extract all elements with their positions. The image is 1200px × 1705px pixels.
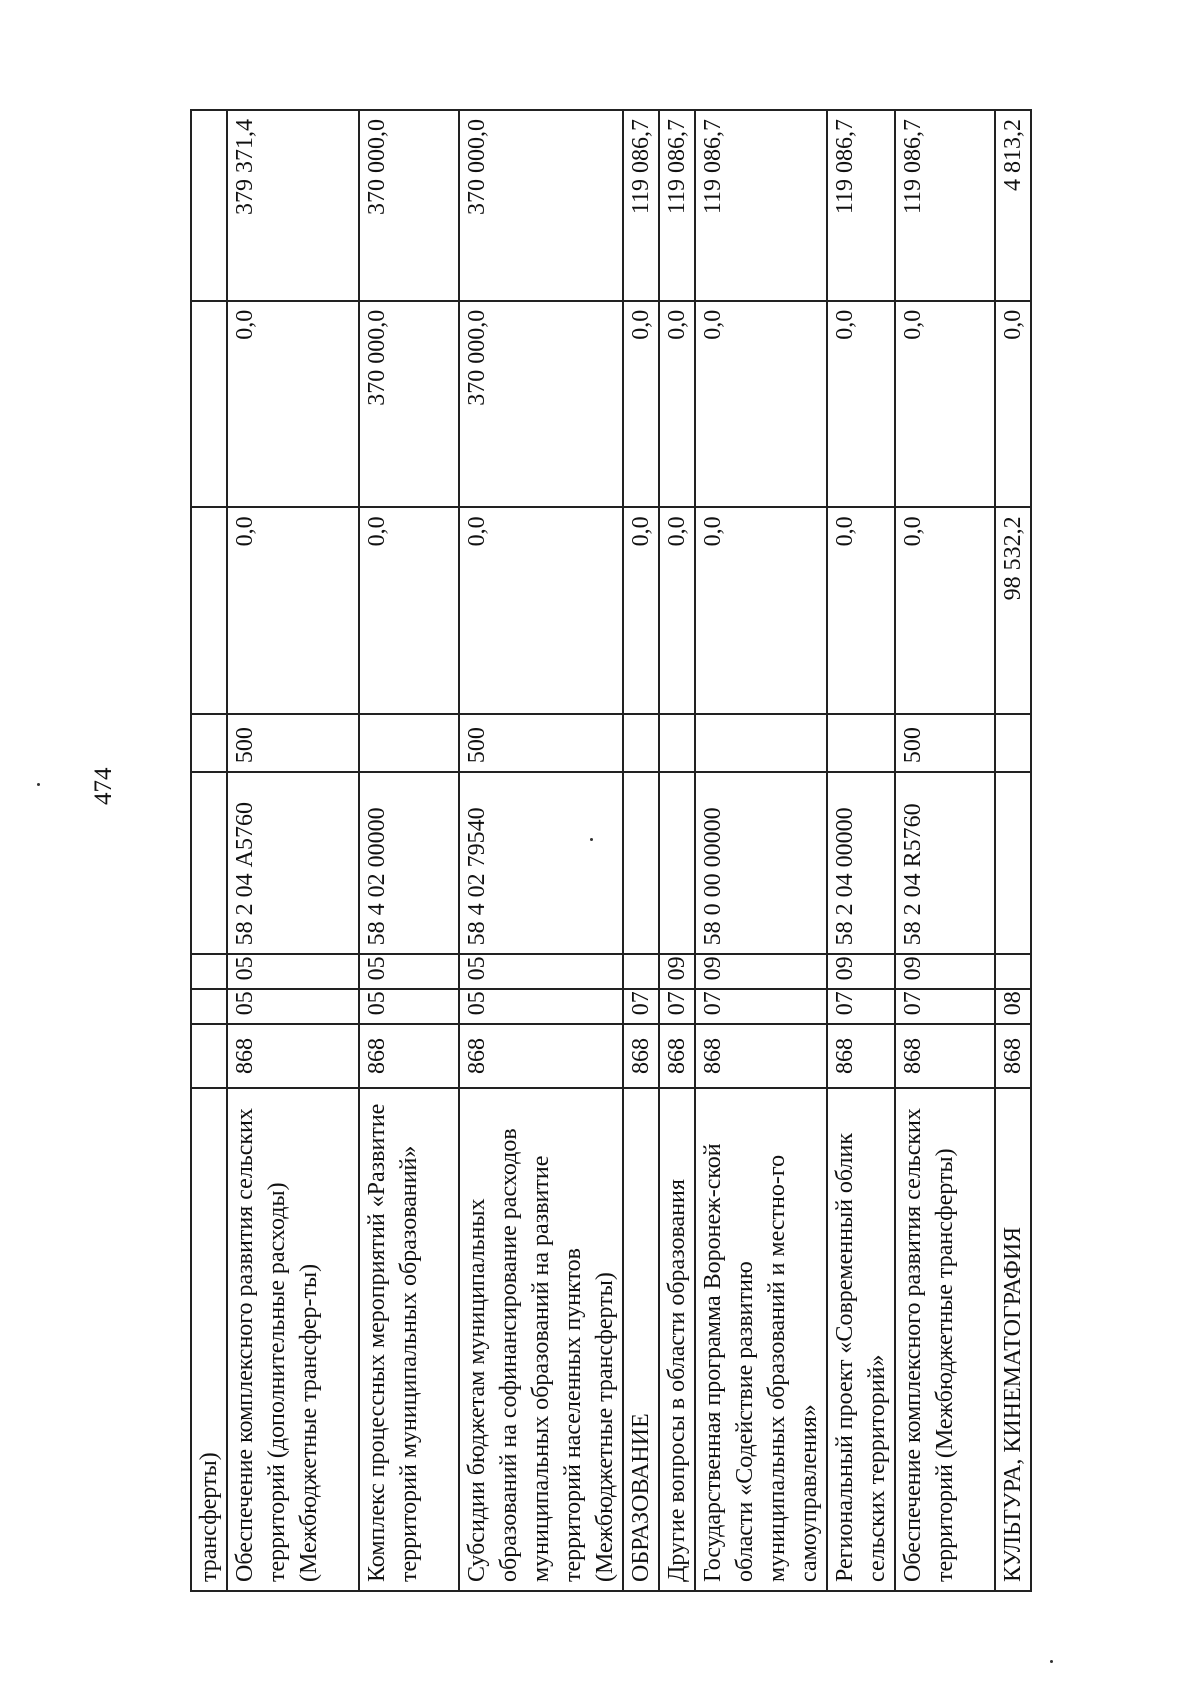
cell-rz: 05	[227, 989, 359, 1024]
table-row	[459, 110, 623, 1591]
cell-sum-3: 379 371,4	[227, 110, 359, 301]
cell-ved: 868	[995, 1024, 1031, 1088]
cell-sum-3	[191, 110, 227, 301]
cell-ved: 868	[695, 1024, 827, 1088]
cell-sum-2: 370 000,0	[359, 301, 459, 508]
cell-sum-3: 370 000,0	[359, 110, 459, 301]
cell-ved	[191, 1024, 227, 1088]
row-name: Региональный проект «Современный облик сельских территорий»	[827, 1088, 895, 1591]
cell-sum-1: 0,0	[827, 507, 895, 714]
table-row	[659, 110, 695, 1591]
cell-rz: 07	[695, 989, 827, 1024]
cell-ved: 868	[827, 1024, 895, 1088]
cell-ved: 868	[895, 1024, 995, 1088]
cell-csr	[659, 772, 695, 954]
table-row	[895, 110, 995, 1591]
cell-vr	[191, 714, 227, 772]
cell-ved: 868	[659, 1024, 695, 1088]
cell-rz	[191, 989, 227, 1024]
cell-sum-1: 0,0	[895, 507, 995, 714]
cell-csr: 58 2 04 R5760	[895, 772, 995, 954]
cell-sum-3: 119 086,7	[827, 110, 895, 301]
cell-vr: 500	[227, 714, 359, 772]
cell-csr: 58 2 04 00000	[827, 772, 895, 954]
cell-pr	[623, 954, 659, 989]
table-row	[227, 110, 359, 1591]
page-number: 474	[90, 767, 117, 805]
cell-sum-2	[191, 301, 227, 508]
table-row	[359, 110, 459, 1591]
row-name: Субсидии бюджетам муниципальных образований на софинансирование расходов муниципальных образований на развитие территорий населенных пунктов (Межбюджетные трансферты)	[459, 1088, 623, 1591]
cell-sum-3: 119 086,7	[695, 110, 827, 301]
cell-sum-3: 119 086,7	[623, 110, 659, 301]
cell-vr	[359, 714, 459, 772]
cell-pr: 09	[827, 954, 895, 989]
cell-csr	[623, 772, 659, 954]
cell-sum-1: 0,0	[659, 507, 695, 714]
cell-rz: 05	[359, 989, 459, 1024]
cell-pr	[191, 954, 227, 989]
cell-sum-1: 0,0	[623, 507, 659, 714]
cell-sum-1: 0,0	[359, 507, 459, 714]
cell-sum-3: 370 000,0	[459, 110, 623, 301]
table-row	[995, 110, 1031, 1591]
scan-speck	[1050, 1660, 1053, 1663]
cell-sum-3: 4 813,2	[995, 110, 1031, 301]
cell-ved: 868	[227, 1024, 359, 1088]
cell-sum-2: 0,0	[227, 301, 359, 508]
row-name: трансферты)	[191, 1088, 227, 1591]
cell-sum-1: 0,0	[695, 507, 827, 714]
cell-rz: 07	[827, 989, 895, 1024]
cell-sum-2: 0,0	[895, 301, 995, 508]
table-row	[695, 110, 827, 1591]
cell-vr	[695, 714, 827, 772]
cell-pr: 05	[359, 954, 459, 989]
scan-speck	[37, 783, 40, 786]
row-name: Комплекс процессных мероприятий «Развитие территорий муниципальных образований»	[359, 1088, 459, 1591]
cell-sum-1	[191, 507, 227, 714]
row-name: Обеспечение комплексного развития сельских территорий (дополнительные расходы) (Межбюджетные трансфер-ты)	[227, 1088, 359, 1591]
cell-ved: 868	[459, 1024, 623, 1088]
cell-csr: 58 2 04 А5760	[227, 772, 359, 954]
cell-rz: 07	[623, 989, 659, 1024]
rotated-table-container	[190, 109, 1092, 1592]
row-name: Государственная программа Воронеж-ской области «Содействие развитию муниципальных образований и местно-го самоуправления»	[695, 1088, 827, 1591]
row-name: Другие вопросы в области образования	[659, 1088, 695, 1591]
cell-rz: 07	[659, 989, 695, 1024]
cell-csr: 58 4 02 79540	[459, 772, 623, 954]
table-row	[191, 110, 227, 1591]
budget-table	[190, 109, 1032, 1592]
row-name: КУЛЬТУРА, КИНЕМАТОГРАФИЯ	[995, 1088, 1031, 1591]
cell-pr: 09	[895, 954, 995, 989]
cell-vr: 500	[895, 714, 995, 772]
row-name: Обеспечение комплексного развития сельских территорий (Межбюджетные трансферты)	[895, 1088, 995, 1591]
cell-vr	[623, 714, 659, 772]
cell-csr	[995, 772, 1031, 954]
cell-sum-2: 0,0	[659, 301, 695, 508]
cell-sum-2: 0,0	[827, 301, 895, 508]
cell-sum-2: 0,0	[995, 301, 1031, 508]
cell-sum-1: 0,0	[459, 507, 623, 714]
row-name: ОБРАЗОВАНИЕ	[623, 1088, 659, 1591]
cell-rz: 08	[995, 989, 1031, 1024]
cell-rz: 05	[459, 989, 623, 1024]
cell-pr	[995, 954, 1031, 989]
cell-pr: 05	[459, 954, 623, 989]
cell-sum-1: 98 532,2	[995, 507, 1031, 714]
cell-sum-3: 119 086,7	[895, 110, 995, 301]
cell-ved: 868	[623, 1024, 659, 1088]
cell-pr: 09	[659, 954, 695, 989]
cell-sum-2: 0,0	[623, 301, 659, 508]
table-row	[827, 110, 895, 1591]
cell-pr: 09	[695, 954, 827, 989]
cell-rz: 07	[895, 989, 995, 1024]
cell-csr: 58 0 00 00000	[695, 772, 827, 954]
cell-vr	[827, 714, 895, 772]
cell-vr	[659, 714, 695, 772]
cell-ved: 868	[359, 1024, 459, 1088]
cell-vr	[995, 714, 1031, 772]
cell-sum-2: 370 000,0	[459, 301, 623, 508]
table-row	[623, 110, 659, 1591]
cell-pr: 05	[227, 954, 359, 989]
cell-sum-1: 0,0	[227, 507, 359, 714]
cell-csr: 58 4 02 00000	[359, 772, 459, 954]
cell-vr: 500	[459, 714, 623, 772]
cell-csr	[191, 772, 227, 954]
cell-sum-3: 119 086,7	[659, 110, 695, 301]
cell-sum-2: 0,0	[695, 301, 827, 508]
